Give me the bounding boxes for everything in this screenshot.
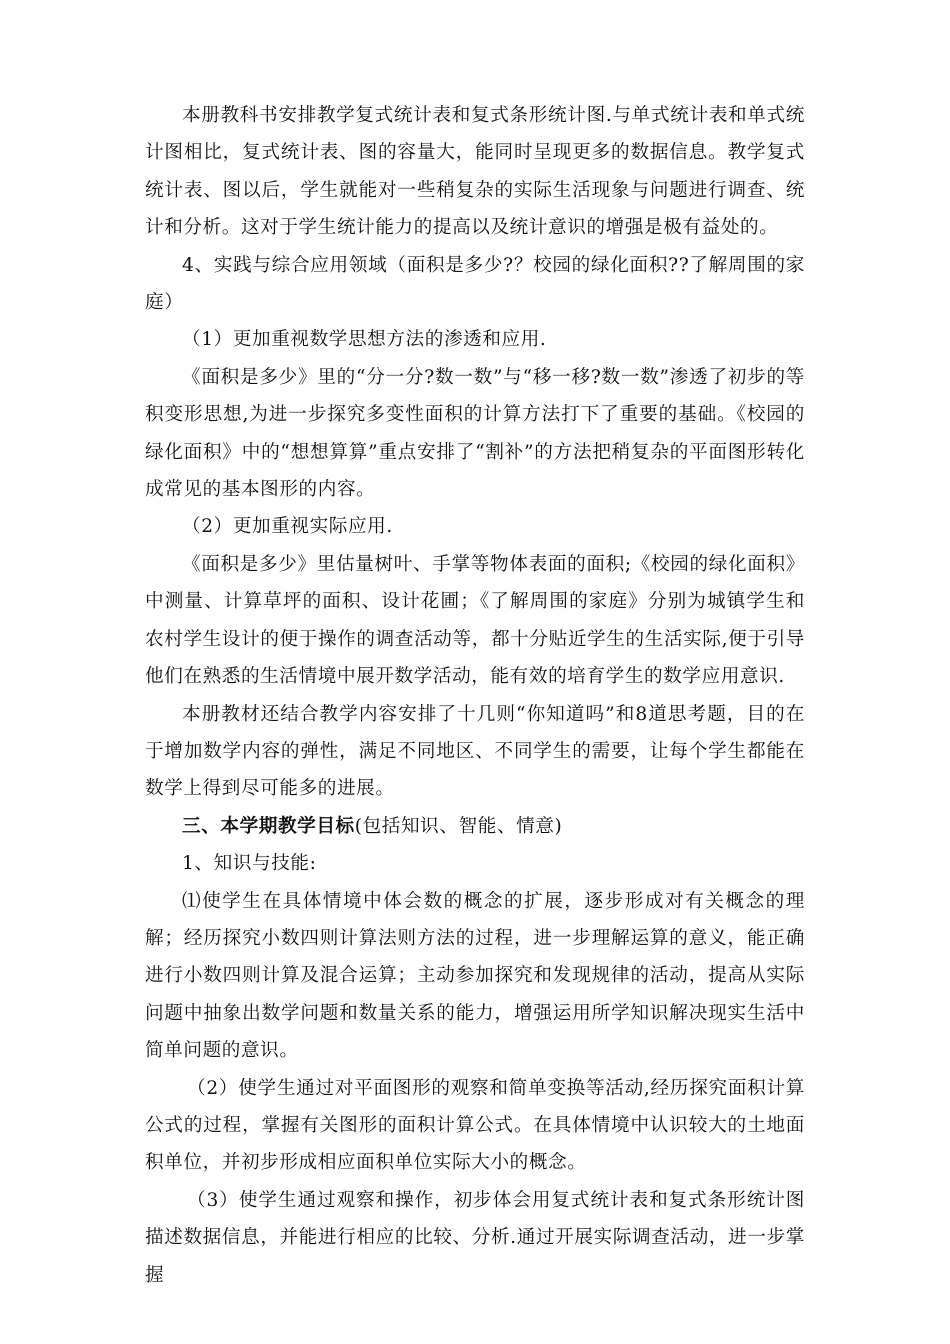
document-body	[145, 97, 805, 1294]
paragraph-item-2: （2）更加重视实际应用.	[182, 516, 393, 538]
paragraph-practice-domain: 4、实践与综合应用领域（面积是多少?？校园的绿化面积??了解周围的家庭）	[145, 254, 805, 314]
paragraph-area-content: 《面积是多少》里的“分一分?数一数”与“移一移?数一数”渗透了初步的等积变形思想,为进一步探究多变性面积的计算方法打下了重要的基础。《校园的绿化面积》中的“想想算算”重点安排了“割补”的方法把稍复杂的平面图形转化成常见的基本图形的内容。	[145, 366, 805, 501]
paragraph-goal-1: ⑴使学生在具体情境中体会数的概念的扩展，逐步形成对有关概念的理解；经历探究小数四则计算法则方法的过程，进一步理解运算的意义，能正确进行小数四则计算及混合运算；主动参加探究和发现规律的活动，提高从实际问题中抽象出数学问题和数量关系的能力，增强运用所学知识解决现实生活中简单问题的意识。	[145, 890, 805, 1062]
paragraph-textbook-extras: 本册教材还结合教学内容安排了十几则“你知道吗”和8道思考题，目的在于增加数学内容的弹性，满足不同地区、不同学生的需要，让每个学生都能在数学上得到尽可能多的进展。	[145, 703, 805, 800]
section-heading-title: 三、本学期教学目标	[182, 815, 355, 837]
section-heading-goals	[145, 808, 805, 845]
paragraph-goal-2: （2）使学生通过对平面图形的观察和简单变换等活动,经历探究面积计算公式的过程，掌握有关图形的面积计算公式。在具体情境中认识较大的土地面积单位，并初步形成相应面积单位实际大小的概念。	[145, 1077, 805, 1174]
paragraph-item-1: （1）更加重视数学思想方法的渗透和应用.	[182, 329, 547, 351]
paragraph-application-content: 《面积是多少》里估量树叶、手掌等物体表面的面积;《校园的绿化面积》中测量、计算草坪的面积、设计花圃；《了解周围的家庭》分别为城镇学生和农村学生设计的便于操作的调查活动等，都十分贴近学生的生活实际,便于引导他们在熟悉的生活情境中展开数学活动，能有效的培育学生的数学应用意识.	[145, 553, 805, 688]
paragraph-goal-3: （3）使学生通过观察和操作，初步体会用复式统计表和复式条形统计图描述数据信息，并能进行相应的比较、分析.通过开展实际调查活动，进一步掌握	[145, 1189, 805, 1286]
paragraph-knowledge-skills: 1、知识与技能:	[182, 853, 317, 875]
section-heading-subtitle: (包括知识、智能、情意)	[354, 815, 563, 837]
paragraph-statistics-intro: 本册教科书安排教学复式统计表和复式条形统计图.与单式统计表和单式统计图相比，复式统计表、图的容量大，能同时呈现更多的数据信息。教学复式统计表、图以后，学生就能对一些稍复杂的实际生活现象与问题进行调查、统计和分析。这对于学生统计能力的提高以及统计意识的增强是极有益处的。	[145, 105, 805, 239]
